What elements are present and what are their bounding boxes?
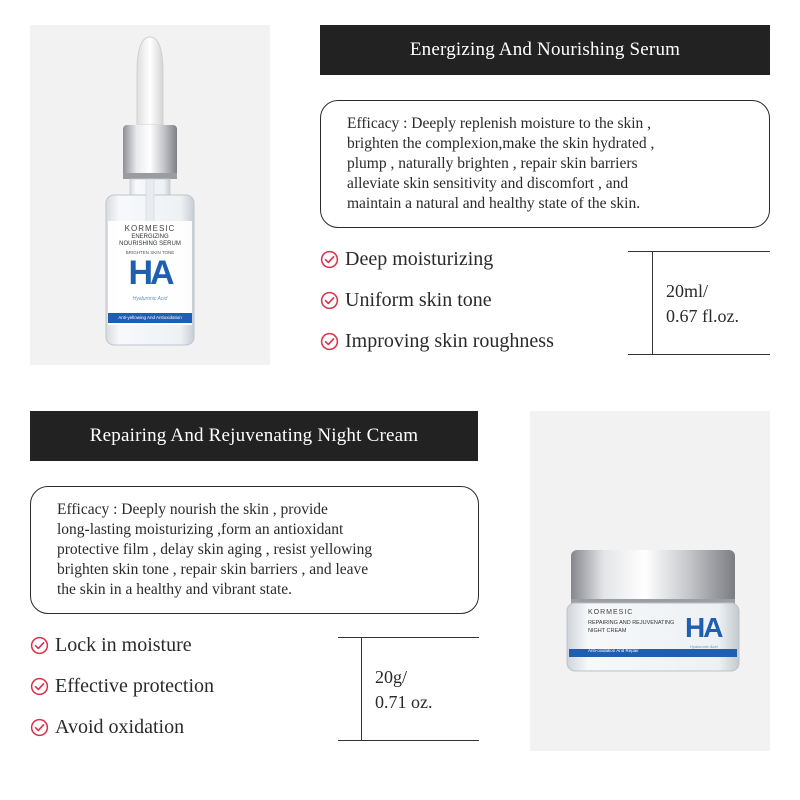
efficacy-line: plump , naturally brighten , repair skin barriers xyxy=(347,155,638,172)
cream-volume xyxy=(375,665,433,715)
jar-brand: KORMESIC xyxy=(588,609,634,616)
bottle-name-line: ENERGIZING xyxy=(131,234,169,240)
serum-title: Energizing And Nourishing Serum xyxy=(320,25,770,75)
efficacy-line: protective film , delay skin aging , resist yellowing xyxy=(57,541,373,558)
volume-line: 20g/ xyxy=(375,667,408,687)
feature-label: Avoid oxidation xyxy=(55,716,185,738)
volume-divider xyxy=(628,354,770,355)
serum-volume xyxy=(666,279,739,329)
efficacy-line: the skin in a healthy and vibrant state. xyxy=(57,581,293,598)
efficacy-line: Efficacy : Deeply replenish moisture to the skin , xyxy=(347,115,652,132)
volume-line: 0.67 fl.oz. xyxy=(666,306,739,326)
volume-divider xyxy=(338,740,479,741)
cream-feature-item xyxy=(30,675,214,698)
volume-line: 20ml/ xyxy=(666,281,709,301)
jar-script: Hyaluronic Acid xyxy=(690,644,718,649)
check-circle-icon xyxy=(30,718,49,737)
feature-label: Effective protection xyxy=(55,675,215,697)
cream-feature-item xyxy=(30,716,184,739)
volume-divider xyxy=(652,251,653,355)
jar-name-line: NIGHT CREAM xyxy=(588,628,627,634)
efficacy-line: brighten skin tone , repair skin barriers , and leave xyxy=(57,561,369,578)
feature-label: Deep moisturizing xyxy=(345,248,494,270)
serum-feature-item xyxy=(320,289,492,312)
serum-feature-item xyxy=(320,330,554,353)
bottle-script: Hyaluronic Acid xyxy=(132,296,168,302)
cream-photo xyxy=(530,411,770,751)
serum-feature-item xyxy=(320,248,493,271)
cream-title: Repairing And Rejuvenating Night Cream xyxy=(30,411,478,461)
efficacy-line: alleviate skin sensitivity and discomfort , and xyxy=(347,175,629,192)
jar-band-text: Anti-oxidation And Repair xyxy=(588,648,639,653)
jar-name-line: REPAIRING AND REJUVENATING xyxy=(588,620,675,626)
serum-photo xyxy=(30,25,270,365)
efficacy-line: Efficacy : Deeply nourish the skin , provide xyxy=(57,501,328,518)
efficacy-line: brighten the complexion,make the skin hydrated , xyxy=(347,135,655,152)
jar-ha-logo: HA xyxy=(685,612,722,643)
bottle-band-text: Anti-yellowing And Antioxidation xyxy=(118,315,182,320)
cream-jar-illustration xyxy=(530,411,770,751)
bottle-name-line: NOURISHING SERUM xyxy=(119,241,181,247)
volume-line: 0.71 oz. xyxy=(375,692,433,712)
jar-product-name xyxy=(588,619,674,635)
bottle-product-name xyxy=(30,234,270,248)
check-circle-icon xyxy=(320,332,339,351)
bottle-subtitle: BRIGHTEN SKIN TONE xyxy=(125,250,175,255)
check-circle-icon xyxy=(30,636,49,655)
serum-bottle-illustration xyxy=(30,25,270,365)
check-circle-icon xyxy=(30,677,49,696)
serum-efficacy-box xyxy=(320,100,770,228)
feature-label: Improving skin roughness xyxy=(345,330,554,352)
feature-label: Uniform skin tone xyxy=(345,289,492,311)
cream-efficacy-box xyxy=(30,486,479,614)
volume-divider xyxy=(628,251,770,252)
check-circle-icon xyxy=(320,250,339,269)
bottle-ha-logo: HA xyxy=(128,254,172,292)
volume-divider xyxy=(338,637,479,638)
check-circle-icon xyxy=(320,291,339,310)
bottle-brand: KORMESIC xyxy=(124,224,176,233)
cream-feature-item xyxy=(30,634,192,657)
feature-label: Lock in moisture xyxy=(55,634,192,656)
efficacy-line: long-lasting moisturizing ,form an antioxidant xyxy=(57,521,344,538)
volume-divider xyxy=(361,637,362,741)
efficacy-line: maintain a natural and healthy state of the skin. xyxy=(347,195,641,212)
